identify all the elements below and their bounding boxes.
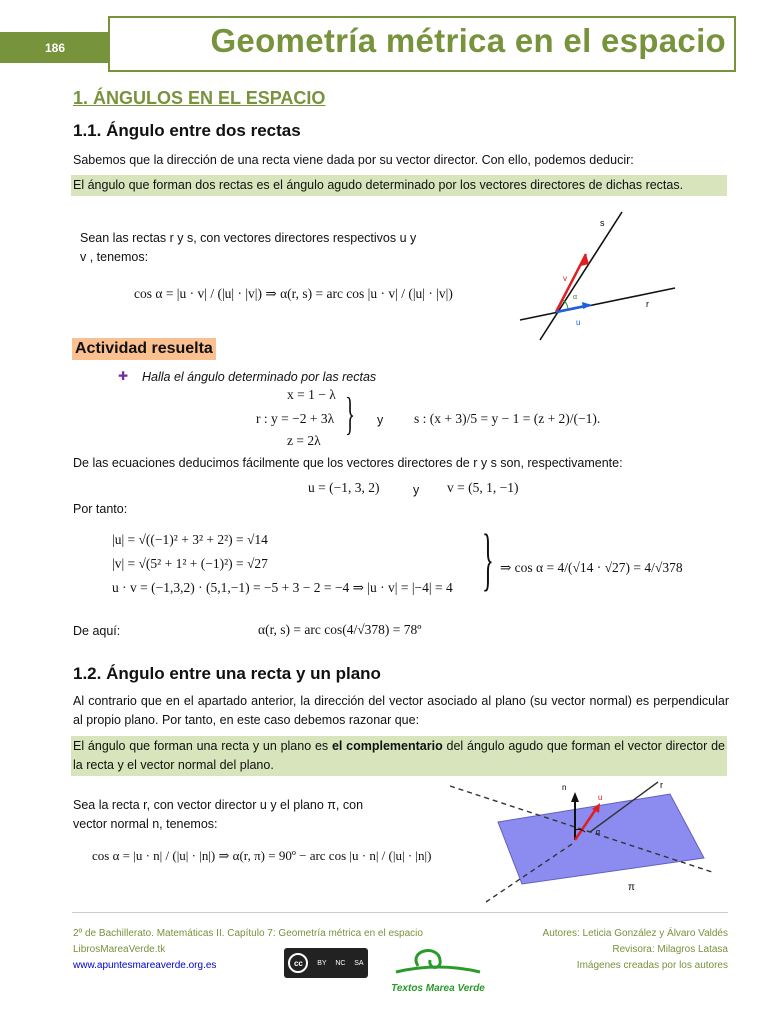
de-aqui: De aquí: xyxy=(73,624,121,638)
label-v: v xyxy=(563,274,567,283)
r-eq-2: r : y = −2 + 3λ xyxy=(256,411,335,426)
lines-angle-figure xyxy=(510,208,690,343)
label-r: r xyxy=(660,780,663,790)
por-tanto: Por tanto: xyxy=(73,502,128,516)
activity-task: Halla el ángulo determinado por las rectas xyxy=(142,370,377,384)
intro-paragraph-2: Al contrario que en el apartado anterior, la dirección del vector asociado al plano (su vector normal) es perpendicular al propio plano. Por tanto, en este caso debemos razonar que: xyxy=(73,694,729,727)
s-equation: s : (x + 3)/5 = y − 1 = (z + 2)/(−1). xyxy=(414,411,601,426)
formula-angle-plane: cos α = |u · n| / (|u| · |n|) ⇒ α(r, π) = 90º − arc cos |u · n| / (|u| · |n|) xyxy=(92,848,432,863)
calc-dot: u · v = (−1,3,2) · (5,1,−1) = −5 + 3 − 2 = −4 ⇒ |u · v| = |−4| = 4 xyxy=(112,580,453,595)
label-alpha: α xyxy=(573,294,578,301)
text-line: Sean las rectas r y s, con vectores directores respectivos u y xyxy=(80,231,417,245)
and-word: y xyxy=(413,483,420,497)
vector-v xyxy=(556,254,586,312)
label-pi: π xyxy=(628,882,635,893)
label-r: r xyxy=(646,299,649,309)
marea-verde-logo: Textos Marea Verde xyxy=(388,944,488,994)
highlight-bold: el complementario xyxy=(331,739,443,753)
bullet-icon: ✚ xyxy=(118,369,129,383)
line-r xyxy=(520,288,675,320)
calc-norm-u: |u| = √((−1)² + 3² + 2²) = √14 xyxy=(112,532,268,547)
activity-label: Actividad resuelta xyxy=(72,338,216,360)
text-line: vector normal n, tenemos: xyxy=(73,817,218,831)
section-heading: 1. ÁNGULOS EN EL ESPACIO xyxy=(73,88,326,108)
footer-images: Imágenes creadas por los autores xyxy=(576,960,728,971)
vector-u: u = (−1, 3, 2) xyxy=(308,480,380,495)
formula-angle-lines: cos α = |u · v| / (|u| · |v|) ⇒ α(r, s) = arc cos |u · v| / (|u| · |v|) xyxy=(134,286,453,301)
footer-chapter: 2º de Bachillerato. Matemáticas II. Capítulo 7: Geometría métrica en el espacio xyxy=(73,928,423,939)
highlight-box-2: El ángulo que forman una recta y un plano es el complementario del ángulo agudo que forman el vector director de la recta y el vector normal del plano. xyxy=(71,736,727,776)
label-s: s xyxy=(600,218,605,228)
label-alpha: α xyxy=(596,829,601,836)
cc-icon: cc xyxy=(288,953,308,973)
footer-reviewer: Revisora: Milagros Latasa xyxy=(612,944,728,955)
text-line: Sea la recta r, con vector director u y el plano π, con xyxy=(73,798,364,812)
plane xyxy=(498,794,704,884)
cc-license-badge: cc BY NC SA xyxy=(284,948,368,978)
text-line: v , tenemos: xyxy=(80,250,149,264)
label-u: u xyxy=(598,793,603,802)
line-plane-figure xyxy=(440,772,720,907)
footer-site: LibrosMareaVerde.tk xyxy=(73,944,166,955)
footer-link[interactable]: www.apuntesmareaverde.org.es xyxy=(73,960,217,971)
subsection-heading-1: 1.1. Ángulo entre dos rectas xyxy=(73,121,301,140)
r-eq-1: x = 1 − λ xyxy=(287,387,336,402)
calc-norm-v: |v| = √(5² + 1² + (−1)²) = √27 xyxy=(112,556,268,571)
label-n: n xyxy=(562,783,567,792)
brace: } xyxy=(345,388,355,439)
footer-authors: Autores: Leticia González y Álvaro Valdés xyxy=(542,928,728,939)
intro-paragraph-1: Sabemos que la dirección de una recta viene dada por su vector director. Con ello, podemos deducir: xyxy=(73,153,634,167)
subsection-heading-2: 1.2. Ángulo entre una recta y un plano xyxy=(73,664,381,683)
vector-v: v = (5, 1, −1) xyxy=(447,480,519,495)
and-word: y xyxy=(377,413,384,427)
r-eq-3: z = 2λ xyxy=(287,433,321,448)
page-number: 186 xyxy=(0,32,110,63)
page-title: Geometría métrica en el espacio xyxy=(210,22,726,59)
line-s xyxy=(540,212,622,340)
brace: } xyxy=(482,521,494,598)
cos-result: ⇒ cos α = 4/(√14 · √27) = 4/√378 xyxy=(500,560,683,575)
deduce-paragraph: De las ecuaciones deducimos fácilmente que los vectores directores de r y s son, respectivamente: xyxy=(73,456,623,470)
label-u: u xyxy=(576,318,581,327)
highlight-box-1: El ángulo que forman dos rectas es el ángulo agudo determinado por los vectores directores de dichas rectas. xyxy=(71,175,727,196)
footer-divider xyxy=(72,912,728,913)
final-angle: α(r, s) = arc cos(4/√378) = 78º xyxy=(258,622,422,637)
